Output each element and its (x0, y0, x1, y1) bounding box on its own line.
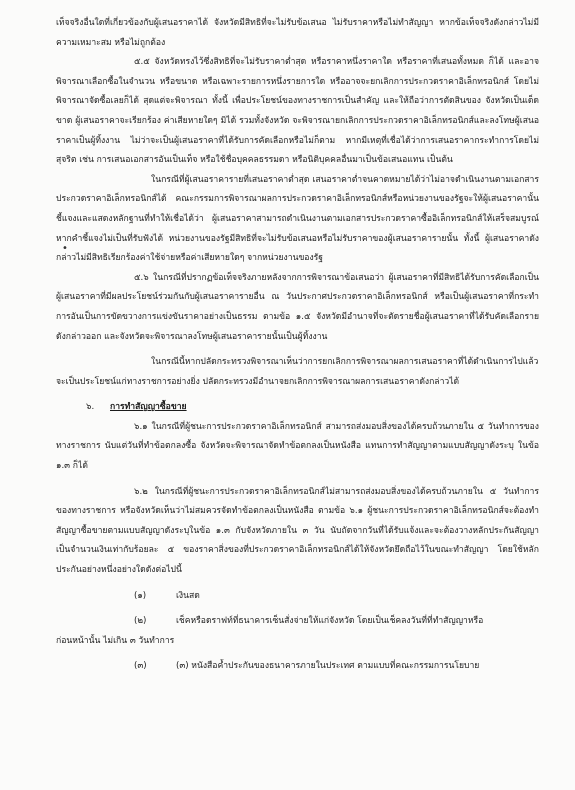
stray-mark-icon: • (62, 243, 68, 254)
paragraph-5-5: ๕.๕ จังหวัดทรงไว้ซึ่งสิทธิที่จะไม่รับราคาต่ำสุด หรือราคาหนึ่งราคาใด หรือราคาที่เสนอทั้งหมด ก็ได้ และอาจพิจารณาเลือกซื้อในจำนวน หรือขนาด หรือเฉพาะรายการหนึ่งรายการใด หรืออาจจะยกเลิกการประกวดราคาอิเล็กทรอนิกส์ โดยไม่พิจารณาจัดซื้อเลยก็ได้ สุดแต่จะพิจารณา ทั้งนี้ เพื่อประโยชน์ของทางราชการเป็นสำคัญ และให้ถือว่าการตัดสินของ จังหวัดเป็นเด็ดขาด ผู้เสนอราคาจะเรียกร้อง ค่าเสียหายใดๆ มิได้ รวมทั้งจังหวัด จะพิจารณายกเลิกการประกวดราคาอิเล็กทรอนิกส์และลงโทษผู้เสนอราคาเป็นผู้ทิ้งงาน ไม่ว่าจะเป็นผู้เสนอราคาที่ได้รับการคัดเลือกหรือไม่ก็ตาม หากมีเหตุที่เชื่อได้ว่าการเสนอราคากระทำการโดยไม่สุจริต เช่น การเสนอเอกสารอันเป็นเท็จ หรือใช้ชื่อบุคคลธรรมดา หรือนิติบุคคลอื่นมาเป็นข้อเสนอแทน เป็นต้น (56, 57, 539, 166)
section-6-heading (56, 398, 539, 418)
section-number: ๖. (86, 402, 95, 413)
list-item-number: (๑) (134, 590, 147, 601)
paragraph-6-1: ๖.๑ ในกรณีที่ผู้ชนะการประกวดราคาอิเล็กทรอนิกส์ สามารถส่งมอบสิ่งของได้ครบถ้วนภายใน ๕ วันทำการของทางราชการ นับแต่วันที่ทำข้อตกลงซื้อ จังหวัดจะพิจารณาจัดทำข้อตกลงเป็นหนังสือ แทนการทำสัญญาตามแบบสัญญาดังระบุ ในข้อ ๑.๓ ก็ได้ (56, 421, 539, 472)
list-item (56, 612, 539, 632)
paragraph-continuation: เท็จจริงอื่นใดที่เกี่ยวข้องกับผู้เสนอราคาได้ จังหวัดมีสิทธิที่จะไม่รับข้อเสนอ ไม่รับราคาหรือไม่ทำสัญญา หากข้อเท็จจริงดังกล่าวไม่มีความเหมาะสม หรือไม่ถูกต้อง (56, 18, 539, 48)
list-item-continuation: ก่อนหน้านั้น ไม่เกิน ๓ วันทำการ (56, 635, 175, 646)
list-item-text: เช็คหรือดราฟท์ที่ธนาคารเซ็นสั่งจ่ายให้แก่จังหวัด โดยเป็นเช็คลงวันที่ที่ทำสัญญาหรือ (176, 616, 484, 627)
paragraph-lowest-bid: ในกรณีที่ผู้เสนอราคารายที่เสนอราคาต่ำสุด เสนอราคาต่ำจนคาดหมายได้ว่าไม่อาจดำเนินงานตามเอกสารประกวดราคาอิเล็กทรอนิกส์ได้ คณะกรรมการพิจารณาผลการประกวดราคาอิเล็กทรอนิกส์หรือหน่วยงานของรัฐจะให้ผู้เสนอราคานั้นชี้แจงและแสดงหลักฐานที่ทำให้เชื่อได้ว่า ผู้เสนอราคาสามารถดำเนินงานตามเอกสารประกวดราคาซื้ออิเล็กทรอนิกส์ให้เสร็จสมบูรณ์ หากคำชี้แจงไม่เป็นที่รับฟังได้ หน่วยงานของรัฐมีสิทธิที่จะไม่รับข้อเสนอหรือไม่รับราคาของผู้เสนอราคารายนั้น ทั้งนี้ ผู้เสนอราคาดังกล่าวไม่มีสิทธิเรียกร้องค่าใช้จ่ายหรือค่าเสียหายใดๆ จากหน่วยงานของรัฐ (56, 174, 539, 264)
paragraph-5-6: ๕.๖ ในกรณีที่ปรากฏข้อเท็จจริงภายหลังจากการพิจารณาข้อเสนอว่า ผู้เสนอราคาที่มีสิทธิได้รับการคัดเลือกเป็นผู้เสนอราคาที่มีผลประโยชน์ร่วมกันกับผู้เสนอราคารายอื่น ณ วันประกาศประกวดราคาอิเล็กทรอนิกส์ หรือเป็นผู้เสนอราคาที่กระทำการอันเป็นการขัดขวางการแข่งขันราคาอย่างเป็นธรรม ตามข้อ ๑.๕ จังหวัดมีอำนาจที่จะตัดรายชื่อผู้เสนอราคาที่ได้รับคัดเลือกรายดังกล่าวออก และจังหวัดจะพิจารณาลงโทษผู้เสนอราคารายนั้นเป็นผู้ทิ้งงาน (56, 272, 539, 342)
paragraph-6-2: ๖.๒ ในกรณีที่ผู้ชนะการประกวดราคาอิเล็กทรอนิกส์ไม่สามารถส่งมอบสิ่งของได้ครบถ้วนภายใน ๕ วันทำการของทางราชการ หรือจังหวัดเห็นว่าไม่สมควรจัดทำข้อตกลงเป็นหนังสือ ตามข้อ ๖.๑ ผู้ชนะการประกวดราคาอิเล็กทรอนิกส์จะต้องทำสัญญาซื้อขายตามแบบสัญญาดังระบุในข้อ ๑.๓ กับจังหวัดภายใน ๓ วัน นับถัดจากวันที่ได้รับแจ้งและจะต้องวางหลักประกันสัญญาเป็นจำนวนเงินเท่ากับร้อยละ ๕ ของราคาสิ่งของที่ประกวดราคาอิเล็กทรอนิกส์ได้ให้จังหวัดยึดถือไว้ในขณะทำสัญญา โดยใช้หลักประกันอย่างหนึ่งอย่างใดดังต่อไปนี้ (56, 486, 539, 576)
list-item-number: (๓) (134, 661, 147, 672)
paragraph-permanent-secretary: ในกรณีนี้หากปลัดกระทรวงพิจารณาเห็นว่าการยกเลิกการพิจารณาผลการเสนอราคาที่ได้ดำเนินการไปแล้วจะเป็นประโยชน์แก่ทางราชการอย่างยิ่ง ปลัดกระทรวงมีอำนาจยกเลิกการพิจารณาผลการเสนอราคาดังกล่าวได้ (56, 357, 539, 387)
list-item-text: (๓) หนังสือค้ำประกันของธนาคารภายในประเทศ ตามแบบที่คณะกรรมการนโยบาย (176, 661, 480, 672)
list-item (56, 657, 539, 677)
list-item-text: เงินสด (176, 590, 200, 601)
list-item (56, 587, 539, 607)
list-item-number: (๒) (134, 616, 147, 627)
section-title: การทำสัญญาซื้อขาย (110, 402, 187, 413)
